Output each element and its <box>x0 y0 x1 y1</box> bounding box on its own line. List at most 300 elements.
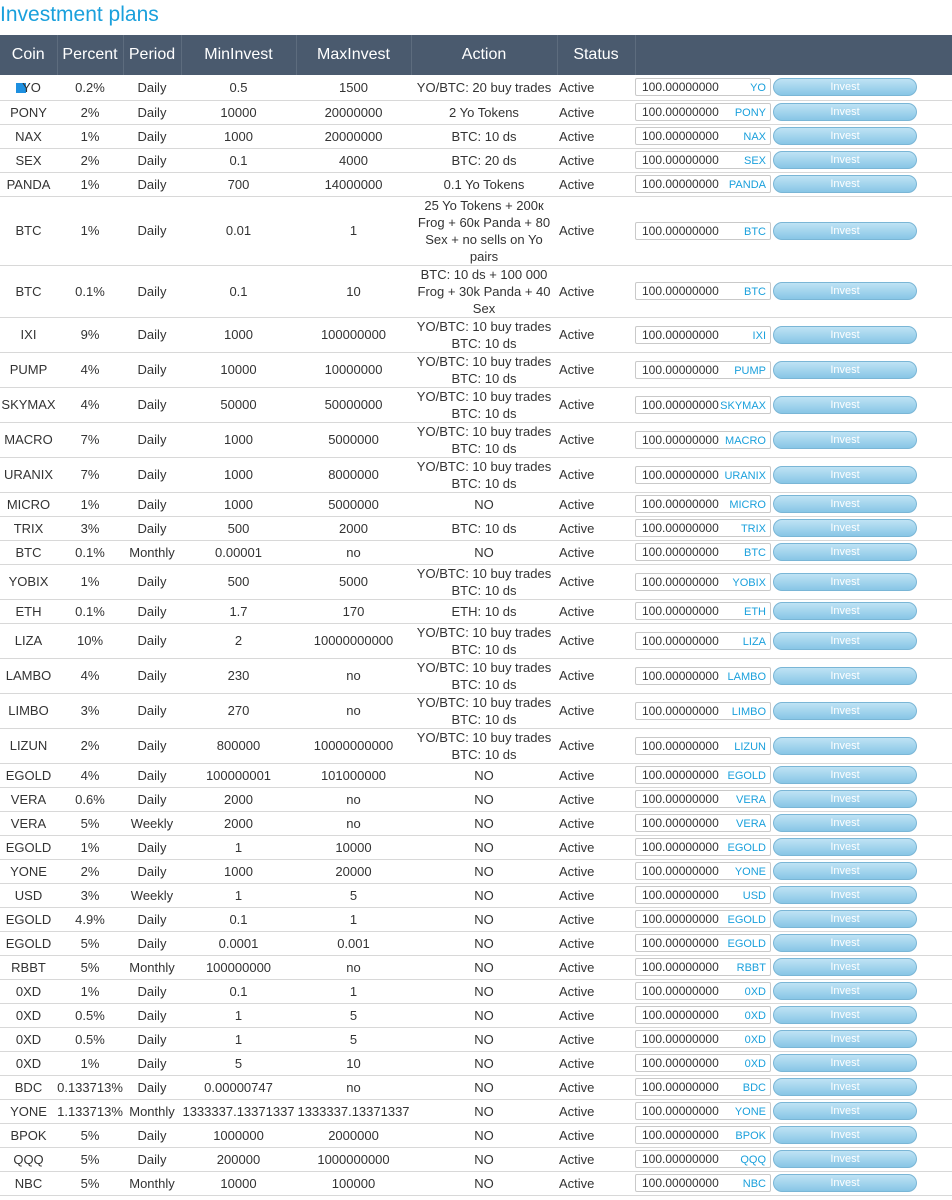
invest-button[interactable]: Invest <box>773 838 917 856</box>
period-cell: Daily <box>123 148 181 172</box>
coin-cell <box>0 516 57 540</box>
invest-button[interactable]: Invest <box>773 573 917 591</box>
invest-form-cell <box>635 728 952 763</box>
table-row <box>0 1147 952 1171</box>
amount-input[interactable] <box>635 573 771 591</box>
coin-cell <box>0 763 57 787</box>
action-cell: ETH: 10 ds <box>411 599 557 623</box>
amount-value: 100.00000000 <box>642 888 719 902</box>
max-invest-cell: no <box>296 955 411 979</box>
invest-button[interactable]: Invest <box>773 222 917 240</box>
amount-input[interactable] <box>635 222 771 240</box>
action-cell: NO <box>411 1171 557 1195</box>
min-invest-cell: 0.00001 <box>181 540 296 564</box>
coin-name: YOBIX <box>8 574 49 589</box>
status-cell: Active <box>557 728 635 763</box>
invest-button[interactable]: Invest <box>773 396 917 414</box>
coin-cell <box>0 352 57 387</box>
invest-button[interactable]: Invest <box>773 958 917 976</box>
percent-cell: 3% <box>57 883 123 907</box>
period-cell: Daily <box>123 859 181 883</box>
coin-cell <box>0 979 57 1003</box>
action-cell: NO <box>411 1123 557 1147</box>
invest-button[interactable]: Invest <box>773 175 917 193</box>
percent-cell: 2% <box>57 859 123 883</box>
amount-currency: BDC <box>742 1082 766 1094</box>
percent-cell: 2% <box>57 148 123 172</box>
coin-cell <box>0 124 57 148</box>
coin-cell <box>0 1123 57 1147</box>
table-row <box>0 352 952 387</box>
amount-input[interactable] <box>635 495 771 513</box>
status-cell: Active <box>557 387 635 422</box>
invest-button[interactable]: Invest <box>773 431 917 449</box>
status-cell: Active <box>557 1027 635 1051</box>
coin-name: NBC <box>14 1175 43 1191</box>
percent-cell: 3% <box>57 516 123 540</box>
header-invest-form <box>635 35 952 75</box>
amount-input[interactable] <box>635 151 771 169</box>
invest-button[interactable]: Invest <box>773 1150 917 1168</box>
period-cell: Daily <box>123 1075 181 1099</box>
period-cell: Daily <box>123 658 181 693</box>
amount-input[interactable] <box>635 282 771 300</box>
period-cell: Daily <box>123 599 181 623</box>
action-cell: BTC: 10 ds <box>411 124 557 148</box>
amount-currency: NAX <box>743 131 766 143</box>
period-cell: Daily <box>123 172 181 196</box>
amount-currency: LAMBO <box>727 670 766 683</box>
amount-currency: BTC <box>744 225 766 238</box>
amount-value: 100.00000000 <box>642 738 719 753</box>
coin-cell <box>0 907 57 931</box>
table-row <box>0 124 952 148</box>
status-cell: Active <box>557 564 635 599</box>
max-invest-cell: 5000000 <box>296 492 411 516</box>
action-cell: BTC: 20 ds <box>411 148 557 172</box>
status-cell: Active <box>557 148 635 172</box>
table-row <box>0 1027 952 1051</box>
min-invest-cell: 100000000 <box>181 955 296 979</box>
invest-button[interactable]: Invest <box>773 1174 917 1192</box>
invest-form-cell <box>635 1171 952 1195</box>
status-cell: Active <box>557 1003 635 1027</box>
invest-form-cell <box>635 1123 952 1147</box>
amount-input[interactable] <box>635 1174 771 1192</box>
invest-form-cell <box>635 457 952 492</box>
action-cell: NO <box>411 835 557 859</box>
table-row <box>0 658 952 693</box>
invest-form-cell <box>635 883 952 907</box>
amount-input[interactable] <box>635 632 771 650</box>
percent-cell: 0.1% <box>57 540 123 564</box>
amount-input[interactable] <box>635 1078 771 1096</box>
amount-input[interactable] <box>635 862 771 880</box>
invest-button[interactable]: Invest <box>773 667 917 685</box>
invest-button[interactable]: Invest <box>773 602 917 620</box>
max-invest-cell: 50000000 <box>296 387 411 422</box>
coin-cell <box>0 564 57 599</box>
invest-form-cell <box>635 1003 952 1027</box>
coin-name: SEX <box>15 152 42 168</box>
coin-name: RBBT <box>11 959 46 975</box>
period-cell: Daily <box>123 422 181 457</box>
amount-value: 100.00000000 <box>642 1032 719 1046</box>
max-invest-cell: 0.001 <box>296 931 411 955</box>
percent-cell: 5% <box>57 955 123 979</box>
invest-form-cell <box>635 1099 952 1123</box>
coin-name: VERA <box>10 815 47 831</box>
amount-input[interactable] <box>635 326 771 344</box>
percent-cell: 1% <box>57 564 123 599</box>
max-invest-cell: 10000000 <box>296 352 411 387</box>
table-row <box>0 516 952 540</box>
status-cell: Active <box>557 955 635 979</box>
period-cell: Daily <box>123 387 181 422</box>
period-cell: Daily <box>123 317 181 352</box>
amount-currency: LIZUN <box>734 740 766 753</box>
amount-value: 100.00000000 <box>642 864 719 878</box>
amount-value: 100.00000000 <box>642 80 719 95</box>
coin-cell <box>0 457 57 492</box>
coin-name: EGOLD <box>5 935 52 951</box>
invest-form-cell <box>635 623 952 658</box>
invest-form-cell <box>635 835 952 859</box>
status-cell: Active <box>557 835 635 859</box>
amount-value: 100.00000000 <box>642 284 719 298</box>
min-invest-cell: 230 <box>181 658 296 693</box>
amount-value: 100.00000000 <box>642 604 719 618</box>
table-row <box>0 492 952 516</box>
amount-input[interactable] <box>635 814 771 832</box>
invest-button[interactable]: Invest <box>773 151 917 169</box>
amount-value: 100.00000000 <box>642 984 719 998</box>
invest-button[interactable]: Invest <box>773 982 917 1000</box>
amount-input[interactable] <box>635 127 771 145</box>
amount-input[interactable] <box>635 361 771 379</box>
amount-currency: PANDA <box>728 179 766 191</box>
coin-cell <box>0 1147 57 1171</box>
status-cell: Active <box>557 124 635 148</box>
max-invest-cell: 10000000000 <box>296 623 411 658</box>
invest-button[interactable]: Invest <box>773 886 917 904</box>
invest-button[interactable]: Invest <box>773 519 917 537</box>
invest-form-cell <box>635 492 952 516</box>
period-cell: Daily <box>123 124 181 148</box>
table-row <box>0 811 952 835</box>
min-invest-cell: 0.0001 <box>181 931 296 955</box>
coin-name: 0XD <box>15 1031 42 1047</box>
amount-value: 100.00000000 <box>642 936 719 950</box>
action-cell: NO <box>411 763 557 787</box>
invest-button[interactable]: Invest <box>773 814 917 832</box>
amount-currency: MACRO <box>725 434 766 447</box>
action-cell: NO <box>411 907 557 931</box>
coin-name: 0XD <box>15 1055 42 1071</box>
coin-name: 0XD <box>15 983 42 999</box>
invest-button[interactable]: Invest <box>773 1078 917 1096</box>
percent-cell: 0.5% <box>57 1027 123 1051</box>
invest-button[interactable]: Invest <box>773 1102 917 1120</box>
invest-button[interactable]: Invest <box>773 103 917 121</box>
invest-button[interactable]: Invest <box>773 632 917 650</box>
percent-cell: 0.1% <box>57 599 123 623</box>
amount-currency: QQQ <box>740 1154 766 1166</box>
amount-value: 100.00000000 <box>642 1080 719 1094</box>
period-cell: Daily <box>123 265 181 317</box>
amount-input[interactable] <box>635 766 771 784</box>
coin-cell <box>0 835 57 859</box>
invest-form-cell <box>635 265 952 317</box>
status-cell: Active <box>557 265 635 317</box>
coin-cell <box>0 1027 57 1051</box>
max-invest-cell: 170 <box>296 599 411 623</box>
amount-currency: TRIX <box>740 523 766 535</box>
table-row <box>0 457 952 492</box>
percent-cell: 9% <box>57 317 123 352</box>
invest-button[interactable]: Invest <box>773 1054 917 1072</box>
status-cell: Active <box>557 979 635 1003</box>
min-invest-cell: 1000 <box>181 859 296 883</box>
invest-form-cell <box>635 516 952 540</box>
table-row <box>0 196 952 265</box>
period-cell: Daily <box>123 564 181 599</box>
coin-cell <box>0 196 57 265</box>
period-cell: Daily <box>123 763 181 787</box>
max-invest-cell: 5000000 <box>296 422 411 457</box>
invest-button[interactable]: Invest <box>773 737 917 755</box>
amount-input[interactable] <box>635 790 771 808</box>
amount-input[interactable] <box>635 602 771 620</box>
coin-name: EGOLD <box>5 839 52 855</box>
percent-cell: 0.5% <box>57 1003 123 1027</box>
invest-button[interactable]: Invest <box>773 78 917 96</box>
table-row <box>0 623 952 658</box>
amount-input[interactable] <box>635 1006 771 1024</box>
invest-form-cell <box>635 352 952 387</box>
investment-plans-table <box>0 35 952 1196</box>
amount-currency: YONE <box>734 1106 766 1118</box>
amount-input[interactable] <box>635 396 771 414</box>
period-cell: Daily <box>123 979 181 1003</box>
coin-name: MACRO <box>4 432 53 447</box>
amount-currency: MICRO <box>729 499 766 511</box>
action-cell: NO <box>411 1003 557 1027</box>
amount-input[interactable] <box>635 543 771 561</box>
invest-button[interactable]: Invest <box>773 495 917 513</box>
coin-cell <box>0 492 57 516</box>
action-cell: NO <box>411 859 557 883</box>
invest-button[interactable]: Invest <box>773 790 917 808</box>
invest-form-cell <box>635 422 952 457</box>
amount-currency: ETH <box>744 606 766 618</box>
amount-value: 100.00000000 <box>642 467 719 482</box>
status-cell: Active <box>557 172 635 196</box>
invest-button[interactable]: Invest <box>773 1126 917 1144</box>
amount-input[interactable] <box>635 466 771 484</box>
invest-button[interactable]: Invest <box>773 1030 917 1048</box>
min-invest-cell: 1 <box>181 883 296 907</box>
invest-button[interactable]: Invest <box>773 127 917 145</box>
amount-input[interactable] <box>635 667 771 685</box>
min-invest-cell: 1000 <box>181 317 296 352</box>
amount-input[interactable] <box>635 1102 771 1120</box>
table-row <box>0 172 952 196</box>
period-cell: Daily <box>123 931 181 955</box>
min-invest-cell: 10000 <box>181 1171 296 1195</box>
coin-cell <box>0 811 57 835</box>
table-header-row <box>0 35 952 75</box>
amount-input[interactable] <box>635 1054 771 1072</box>
amount-input[interactable] <box>635 103 771 121</box>
amount-input[interactable] <box>635 519 771 537</box>
coin-cell <box>0 148 57 172</box>
period-cell: Daily <box>123 492 181 516</box>
amount-currency: 0XD <box>744 1034 766 1046</box>
max-invest-cell: 1500 <box>296 75 411 100</box>
amount-input[interactable] <box>635 1126 771 1144</box>
percent-cell: 4% <box>57 352 123 387</box>
invest-form-cell <box>635 1051 952 1075</box>
coin-name: ETH <box>15 603 42 619</box>
invest-button[interactable]: Invest <box>773 766 917 784</box>
invest-button[interactable]: Invest <box>773 326 917 344</box>
invest-button[interactable]: Invest <box>773 361 917 379</box>
max-invest-cell: 4000 <box>296 148 411 172</box>
status-cell: Active <box>557 317 635 352</box>
invest-form-cell <box>635 148 952 172</box>
invest-button[interactable]: Invest <box>773 1006 917 1024</box>
amount-input[interactable] <box>635 1150 771 1168</box>
amount-value: 100.00000000 <box>642 768 719 782</box>
amount-input[interactable] <box>635 934 771 952</box>
percent-cell: 0.133713% <box>57 1075 123 1099</box>
invest-button[interactable]: Invest <box>773 282 917 300</box>
status-cell: Active <box>557 1051 635 1075</box>
coin-name: IXI <box>20 327 37 342</box>
period-cell: Weekly <box>123 883 181 907</box>
min-invest-cell: 200000 <box>181 1147 296 1171</box>
table-row <box>0 787 952 811</box>
min-invest-cell: 1333337.13371337 <box>181 1099 296 1123</box>
table-row <box>0 1051 952 1075</box>
max-invest-cell: 10 <box>296 1051 411 1075</box>
action-cell: YO/BTC: 10 buy trades BTC: 10 ds <box>411 422 557 457</box>
table-row <box>0 1099 952 1123</box>
coin-cell <box>0 100 57 124</box>
min-invest-cell: 500 <box>181 564 296 599</box>
period-cell: Monthly <box>123 1099 181 1123</box>
amount-input[interactable] <box>635 958 771 976</box>
coin-cell <box>0 1099 57 1123</box>
status-cell: Active <box>557 787 635 811</box>
amount-currency: 0XD <box>744 1010 766 1022</box>
invest-form-cell <box>635 1075 952 1099</box>
amount-input[interactable] <box>635 431 771 449</box>
invest-form-cell <box>635 172 952 196</box>
amount-value: 100.00000000 <box>642 703 719 718</box>
min-invest-cell: 1000 <box>181 124 296 148</box>
amount-value: 100.00000000 <box>642 1176 719 1190</box>
amount-currency: EGOLD <box>727 770 766 782</box>
percent-cell: 4% <box>57 387 123 422</box>
amount-currency: YONE <box>734 866 766 878</box>
max-invest-cell: no <box>296 1075 411 1099</box>
coin-cell <box>0 859 57 883</box>
percent-cell: 7% <box>57 457 123 492</box>
max-invest-cell: 5 <box>296 1027 411 1051</box>
percent-cell: 2% <box>57 728 123 763</box>
table-row <box>0 979 952 1003</box>
percent-cell: 5% <box>57 931 123 955</box>
period-cell: Daily <box>123 1027 181 1051</box>
min-invest-cell: 50000 <box>181 387 296 422</box>
max-invest-cell: no <box>296 811 411 835</box>
status-cell: Active <box>557 196 635 265</box>
invest-button[interactable]: Invest <box>773 702 917 720</box>
status-cell: Active <box>557 599 635 623</box>
invest-button[interactable]: Invest <box>773 543 917 561</box>
action-cell: NO <box>411 955 557 979</box>
amount-currency: BTC <box>744 286 766 298</box>
amount-value: 100.00000000 <box>642 960 719 974</box>
coin-cell <box>0 883 57 907</box>
invest-button[interactable]: Invest <box>773 466 917 484</box>
amount-input[interactable] <box>635 702 771 720</box>
invest-button[interactable]: Invest <box>773 910 917 928</box>
invest-form-cell <box>635 1147 952 1171</box>
coin-name: EGOLD <box>5 911 52 927</box>
amount-input[interactable] <box>635 78 771 96</box>
amount-input[interactable] <box>635 982 771 1000</box>
amount-input[interactable] <box>635 175 771 193</box>
coin-name: TRIX <box>13 520 44 536</box>
max-invest-cell: 1 <box>296 979 411 1003</box>
amount-input[interactable] <box>635 737 771 755</box>
percent-cell: 4.9% <box>57 907 123 931</box>
amount-input[interactable] <box>635 886 771 904</box>
amount-input[interactable] <box>635 1030 771 1048</box>
invest-button[interactable]: Invest <box>773 862 917 880</box>
action-cell: YO/BTC: 10 buy trades BTC: 10 ds <box>411 693 557 728</box>
coin-cell <box>0 75 57 100</box>
max-invest-cell: no <box>296 693 411 728</box>
coin-name: NAX <box>15 128 42 144</box>
invest-form-cell <box>635 931 952 955</box>
status-cell: Active <box>557 457 635 492</box>
action-cell: YO/BTC: 10 buy trades BTC: 10 ds <box>411 623 557 658</box>
amount-input[interactable] <box>635 838 771 856</box>
amount-input[interactable] <box>635 910 771 928</box>
coin-name: USD <box>14 887 43 903</box>
invest-button[interactable]: Invest <box>773 934 917 952</box>
invest-form-cell <box>635 540 952 564</box>
coin-cell <box>0 931 57 955</box>
amount-value: 100.00000000 <box>642 153 719 167</box>
max-invest-cell: 1333337.13371337 <box>296 1099 411 1123</box>
period-cell: Daily <box>123 75 181 100</box>
amount-currency: YO <box>750 82 766 95</box>
invest-form-cell <box>635 658 952 693</box>
max-invest-cell: 14000000 <box>296 172 411 196</box>
action-cell: NO <box>411 1147 557 1171</box>
coin-cell <box>0 387 57 422</box>
coin-cell <box>0 787 57 811</box>
action-cell: NO <box>411 811 557 835</box>
period-cell: Daily <box>123 352 181 387</box>
amount-value: 100.00000000 <box>642 432 719 447</box>
action-cell: BTC: 10 ds <box>411 516 557 540</box>
